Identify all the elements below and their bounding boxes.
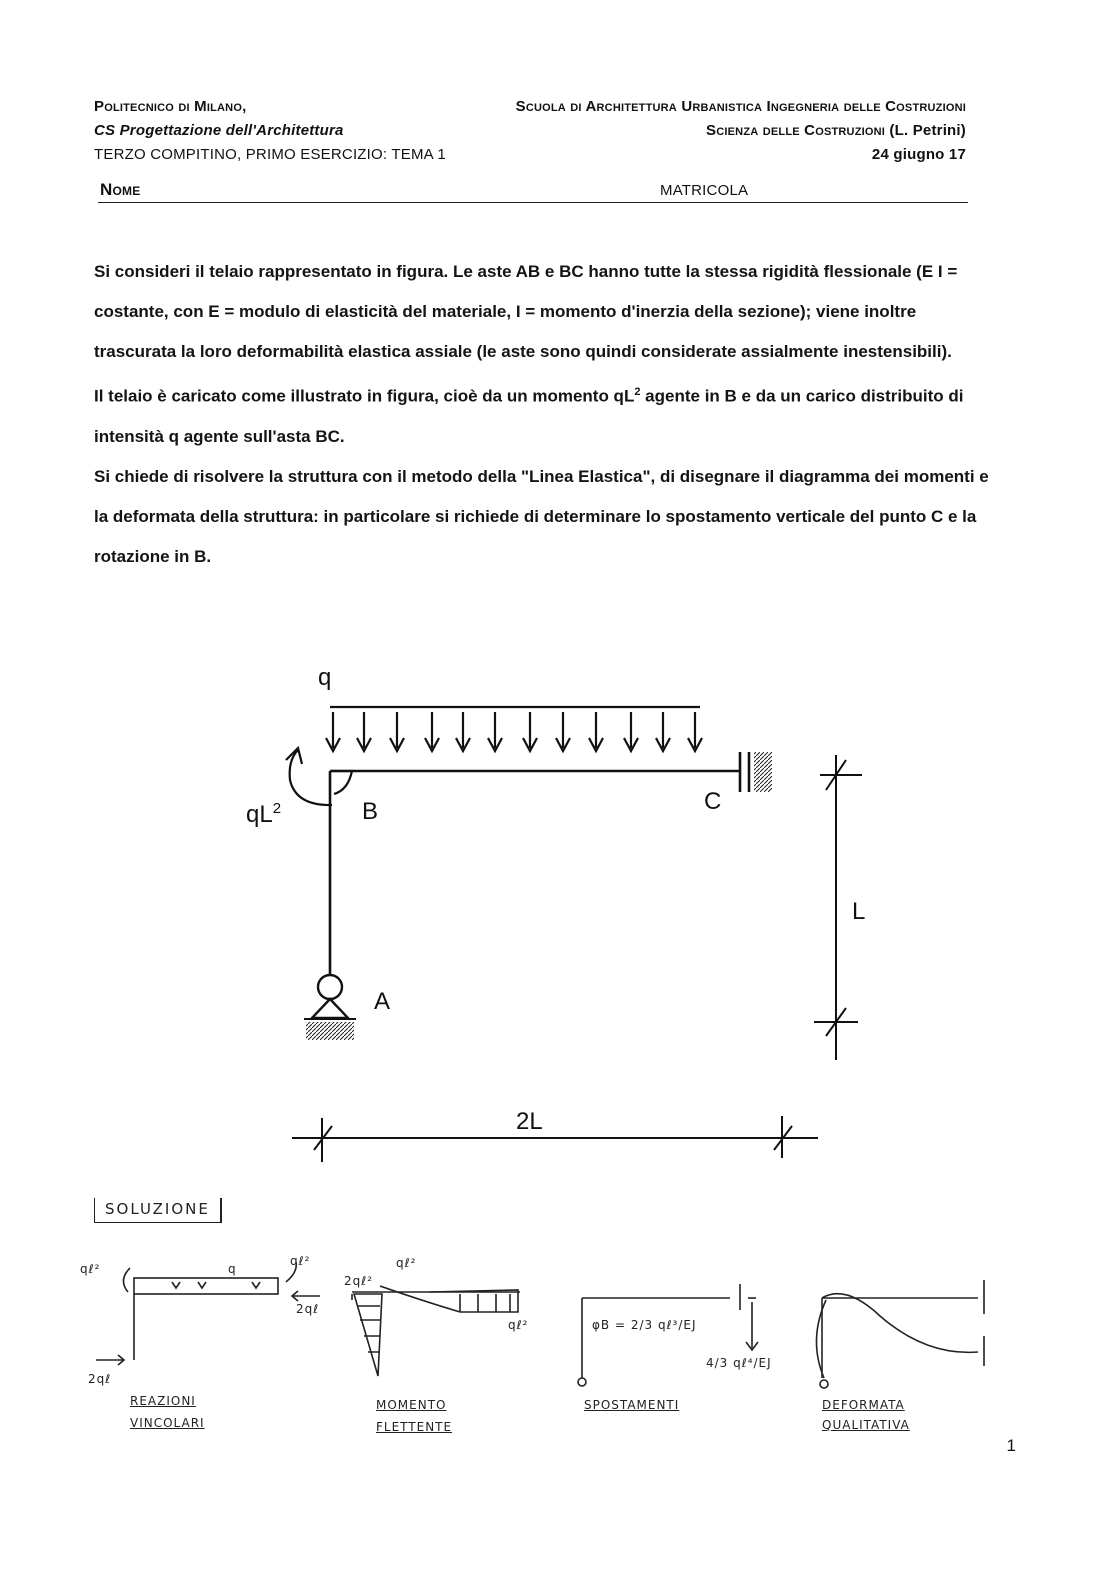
sk4-label-2: QUALITATIVA <box>822 1418 910 1432</box>
sk1-label-1: REAZIONI <box>130 1394 196 1408</box>
professor: (L. Petrini) <box>889 122 966 139</box>
label-c: C <box>704 788 722 815</box>
label-b: B <box>362 798 379 825</box>
sketch-deformed <box>816 1280 984 1388</box>
sk2-label-1: MOMENTO <box>376 1398 447 1412</box>
label-moment <box>246 800 281 829</box>
paragraph-2-sup: 2 <box>634 386 641 398</box>
label-a: A <box>374 988 391 1015</box>
joint-b-marker <box>330 771 352 794</box>
support-c <box>740 752 772 792</box>
sk1-n2: qℓ² <box>290 1254 311 1268</box>
label-moment-sup: 2 <box>272 800 282 817</box>
label-l: L <box>852 898 866 925</box>
sk3-label-1: SPOSTAMENTI <box>584 1398 680 1412</box>
sk1-n3: 2qℓ <box>296 1302 320 1316</box>
paragraph-1: Si consideri il telaio rappresentato in figura. Le aste AB e BC hanno tutte la stessa rigidità flessionale (E I = costante, con E = modulo di elasticità del materiale, I = momento d'inerzia della sezione); viene inoltre trascurata la loro deformabilità elastica assiale (le aste sono quindi considerate assialmente inestensibili). <box>94 262 958 361</box>
problem-text <box>94 252 994 577</box>
page-number: 1 <box>1006 1436 1016 1455</box>
paragraph-2-a: Il telaio è caricato come illustrato in figura, cioè da un momento qL <box>94 386 635 406</box>
sketch-reactions <box>96 1262 320 1365</box>
solution-sketches <box>0 1240 1116 1440</box>
header-underline <box>98 202 968 203</box>
label-q: q <box>318 664 332 691</box>
sk1-n4: 2qℓ <box>88 1372 112 1386</box>
distributed-load <box>326 707 702 751</box>
dimension-horizontal <box>292 1116 818 1162</box>
subject-line <box>566 122 966 139</box>
sk2-n1: qℓ² <box>396 1256 417 1270</box>
paragraph-2-b: agente in B e da un carico distribuito di intensità q agente sull'asta BC. <box>94 386 964 446</box>
frame-figure <box>0 640 1116 1180</box>
frame-members <box>330 771 740 975</box>
exam-title: TERZO COMPITINO, PRIMO ESERCIZIO: TEMA 1 <box>94 146 446 163</box>
paragraph-3: Si chiede di risolvere la struttura con il metodo della "Linea Elastica", di disegnare il diagramma dei momenti e la deformata della struttura: in particolare si richiede di determinare lo spostamento verticale del punto C e la rotazione in B. <box>94 466 989 566</box>
institution: Politecnico di Milano, <box>94 98 247 115</box>
school: Scuola di Architettura Urbanistica Ingegneria delle Costruzioni <box>515 98 966 115</box>
sketch-displacements <box>578 1284 758 1386</box>
label-moment-base: qL <box>246 801 273 828</box>
sk2-label-2: FLETTENTE <box>376 1420 453 1434</box>
sk1-label-2: VINCOLARI <box>130 1416 205 1430</box>
sk1-n5: q <box>228 1262 237 1276</box>
course: CS Progettazione dell'Architettura <box>94 122 344 139</box>
sketch-moment <box>352 1286 520 1376</box>
solution-title: SOLUZIONE <box>94 1198 222 1223</box>
sk3-rotation: φB = 2/3 qℓ³/EJ <box>592 1318 697 1332</box>
support-a <box>304 975 356 1040</box>
subject: Scienza delle Costruzioni <box>706 122 886 139</box>
exam-date: 24 giugno 17 <box>871 146 966 163</box>
label-2l: 2L <box>516 1108 543 1135</box>
sk2-n2: 2qℓ² <box>344 1274 374 1288</box>
moment-arrow <box>290 750 332 805</box>
sk1-n1: qℓ² <box>80 1262 101 1276</box>
sk3-disp: 4/3 qℓ⁴/EJ <box>706 1356 772 1370</box>
paragraph-2 <box>94 372 994 457</box>
name-label: Nome <box>100 180 141 199</box>
sk4-label-1: DEFORMATA <box>822 1398 905 1412</box>
id-label: MATRICOLA <box>660 182 749 199</box>
sk2-n3: qℓ² <box>508 1318 529 1332</box>
